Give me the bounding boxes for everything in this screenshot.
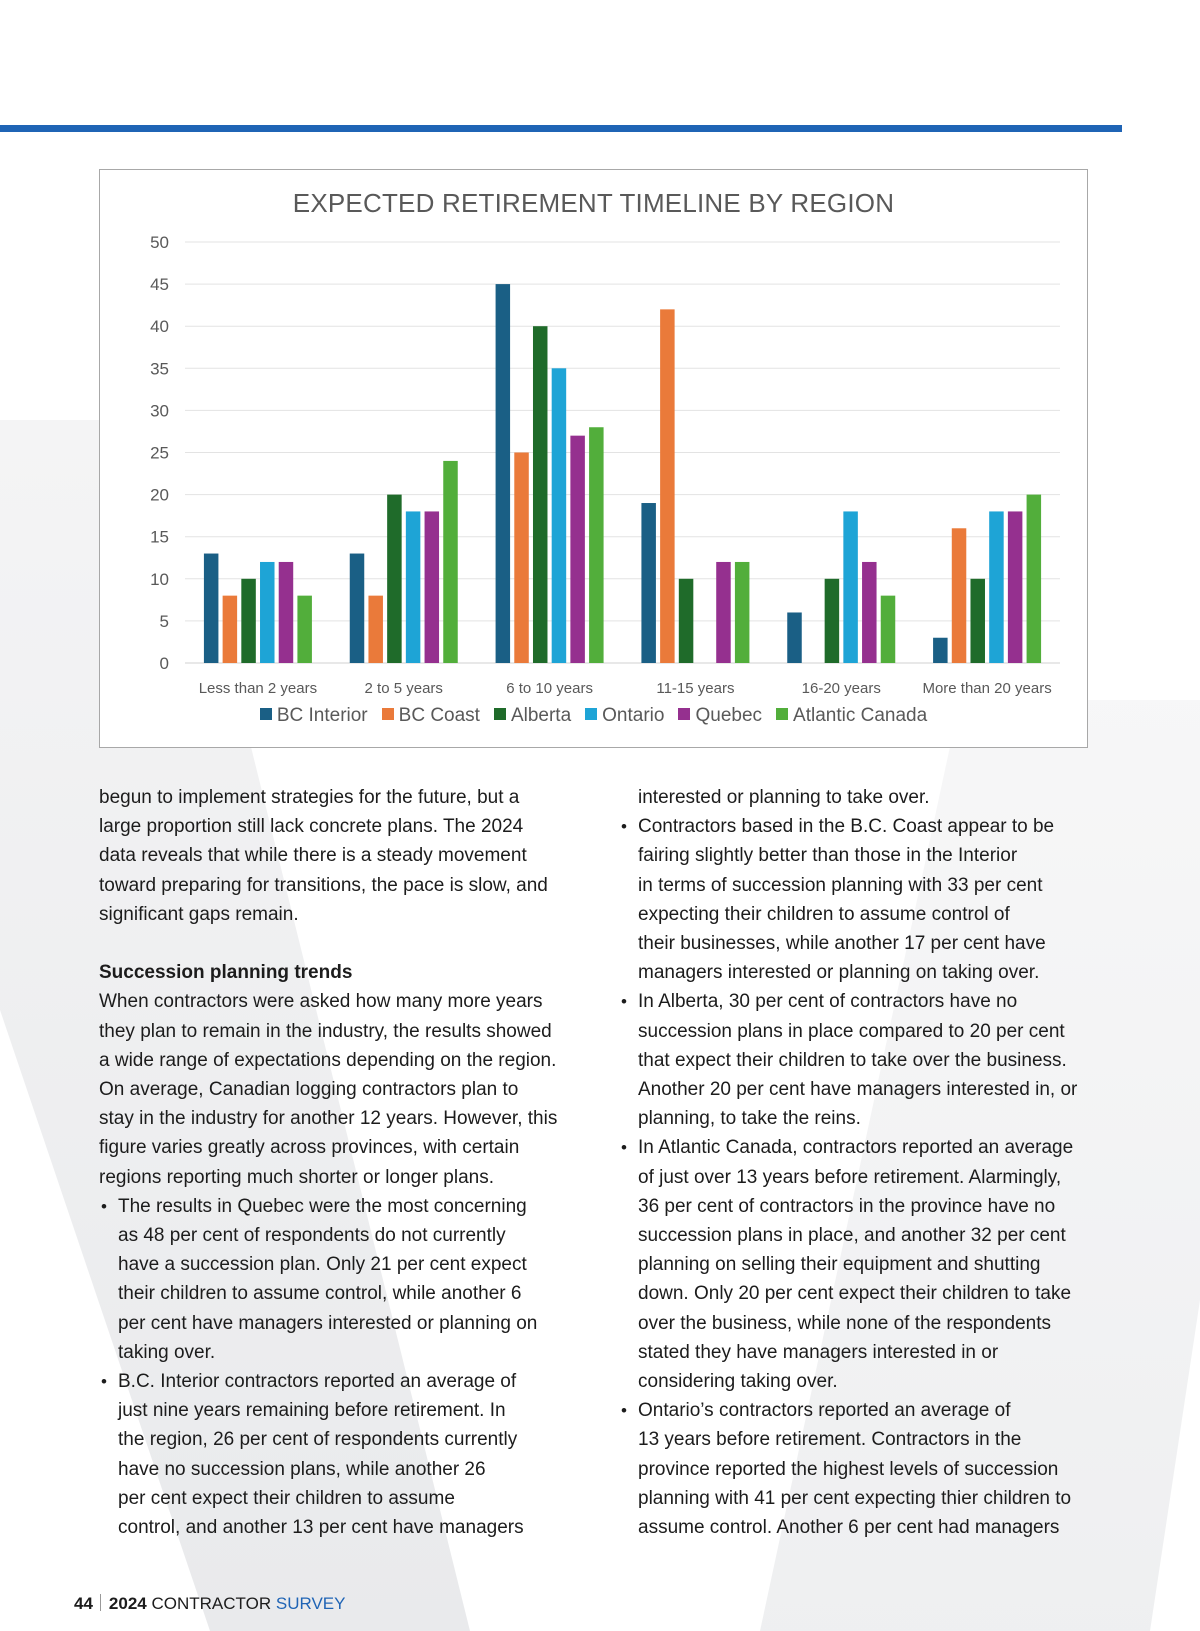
legend-label: Atlantic Canada bbox=[793, 705, 928, 726]
intro-paragraph bbox=[99, 783, 569, 929]
x-tick-label: More than 20 years bbox=[922, 680, 1052, 697]
text-line: interested or planning to take over. bbox=[638, 787, 930, 808]
y-tick-label: 35 bbox=[150, 359, 169, 379]
text-line: of just over 13 years before retirement. Alarmingly, bbox=[638, 1166, 1062, 1188]
legend-label: Quebec bbox=[695, 705, 763, 726]
bar-alberta bbox=[970, 579, 985, 663]
text-line: considering taking over. bbox=[638, 1371, 838, 1393]
legend-item bbox=[494, 705, 571, 727]
text-line: province reported the highest levels of succession bbox=[638, 1458, 1059, 1480]
text-line: planning, to take the reins. bbox=[638, 1108, 861, 1130]
text-line: their children to assume control, while another 6 bbox=[118, 1283, 522, 1305]
bar-quebec bbox=[716, 562, 731, 663]
legend-item bbox=[260, 705, 368, 727]
footer-word-survey: SURVEY bbox=[275, 1594, 346, 1613]
chart-plot bbox=[100, 170, 1089, 749]
bar-bc-interior bbox=[496, 284, 511, 663]
text-line: significant gaps remain. bbox=[99, 903, 299, 925]
text-line: that expect their children to take over the business. bbox=[638, 1049, 1067, 1071]
text-line: • Contractors based in the B.C. Coast appear to be bbox=[638, 816, 1055, 838]
x-tick-label: 2 to 5 years bbox=[364, 680, 443, 697]
bullet-alberta bbox=[619, 987, 1089, 1133]
text-line: in terms of succession planning with 33 per cent bbox=[638, 874, 1043, 896]
bar-alberta bbox=[825, 579, 840, 663]
text-line: have a succession plan. Only 21 per cent expect bbox=[118, 1254, 527, 1276]
chart-legend bbox=[100, 705, 1087, 727]
legend-item bbox=[678, 705, 762, 727]
text-line: the region, 26 per cent of respondents currently bbox=[118, 1429, 518, 1451]
bar-bc-coast bbox=[223, 596, 238, 663]
page-number: 44 bbox=[74, 1594, 93, 1613]
y-tick-label: 30 bbox=[150, 401, 169, 421]
right-column bbox=[619, 783, 1089, 1542]
y-tick-label: 10 bbox=[150, 569, 169, 589]
y-tick-label: 45 bbox=[150, 275, 169, 295]
text-line: large proportion still lack concrete plans. The 2024 bbox=[99, 816, 524, 838]
text-line: begun to implement strategies for the future, but a bbox=[99, 787, 520, 808]
legend-item bbox=[585, 705, 664, 727]
x-tick-label: 6 to 10 years bbox=[506, 680, 593, 697]
bar-alberta bbox=[533, 326, 548, 663]
bullet-atlantic-canada bbox=[619, 1133, 1089, 1396]
text-line: When contractors were asked how many more years bbox=[99, 991, 543, 1013]
bar-quebec bbox=[570, 436, 585, 663]
text-line: succession plans in place, and another 32 per cent bbox=[638, 1225, 1066, 1247]
x-tick-label: Less than 2 years bbox=[198, 680, 318, 697]
legend-swatch bbox=[585, 708, 597, 720]
text-line: managers interested or planning on taking over. bbox=[638, 962, 1040, 984]
y-tick-label: 15 bbox=[150, 527, 169, 547]
text-line: succession plans in place compared to 20 per cent bbox=[638, 1020, 1065, 1042]
text-line: taking over. bbox=[118, 1341, 216, 1363]
text-line: • In Atlantic Canada, contractors reported an average bbox=[638, 1137, 1074, 1159]
text-line: have no succession plans, while another 26 bbox=[118, 1458, 486, 1480]
text-line: toward preparing for transitions, the pace is slow, and bbox=[99, 874, 548, 896]
text-line: regions reporting much shorter or longer plans. bbox=[99, 1166, 494, 1188]
text-line: 13 years before retirement. Contractors in the bbox=[638, 1429, 1022, 1451]
bar-quebec bbox=[862, 562, 877, 663]
legend-item bbox=[776, 705, 927, 727]
footer-divider bbox=[100, 1594, 101, 1611]
text-line: their businesses, while another 17 per cent have bbox=[638, 933, 1046, 955]
text-line: On average, Canadian logging contractors plan to bbox=[99, 1079, 519, 1101]
bar-alberta bbox=[387, 495, 402, 663]
chart-title: EXPECTED RETIREMENT TIMELINE BY REGION bbox=[292, 188, 895, 218]
bar-bc-coast bbox=[952, 528, 967, 663]
footer-word-contractor: CONTRACTOR bbox=[151, 1594, 272, 1613]
bar-ontario bbox=[406, 511, 421, 663]
bar-bc-coast bbox=[660, 309, 675, 663]
y-tick-label: 40 bbox=[150, 317, 169, 337]
legend-label: BC Interior bbox=[276, 705, 368, 726]
text-line: figure varies greatly across provinces, with certain bbox=[99, 1137, 520, 1159]
legend-swatch bbox=[260, 708, 272, 720]
x-tick-label: 11-15 years bbox=[656, 680, 735, 697]
text-line: they plan to remain in the industry, the results showed bbox=[99, 1020, 552, 1042]
bar-bc-interior bbox=[787, 612, 802, 663]
bar-atlantic-canada bbox=[881, 596, 896, 663]
bullet-bc-coast bbox=[619, 812, 1089, 987]
y-tick-label: 50 bbox=[150, 233, 169, 252]
left-column bbox=[99, 783, 569, 1542]
text-line: down. Only 20 per cent expect their children to take bbox=[638, 1283, 1072, 1305]
bar-bc-interior bbox=[933, 638, 948, 663]
text-line: per cent expect their children to assume bbox=[118, 1487, 455, 1509]
top-rule bbox=[0, 125, 1122, 132]
bar-quebec bbox=[279, 562, 294, 663]
text-line: stay in the industry for another 12 years. However, this bbox=[99, 1108, 558, 1130]
bar-atlantic-canada bbox=[589, 427, 604, 663]
legend-swatch bbox=[776, 708, 788, 720]
text-line: • The results in Quebec were the most concerning bbox=[118, 1195, 527, 1217]
x-tick-label: 16-20 years bbox=[801, 680, 881, 697]
legend-label: BC Coast bbox=[398, 705, 480, 726]
text-line: planning on selling their equipment and shutting bbox=[638, 1254, 1041, 1276]
bar-bc-interior bbox=[641, 503, 656, 663]
bar-bc-coast bbox=[514, 453, 529, 664]
section-heading: Succession planning trends bbox=[99, 962, 353, 984]
bar-quebec bbox=[425, 511, 440, 663]
legend-swatch bbox=[382, 708, 394, 720]
bar-bc-coast bbox=[368, 596, 383, 663]
bar-atlantic-canada bbox=[297, 596, 312, 663]
y-tick-label: 0 bbox=[159, 654, 169, 673]
bar-bc-interior bbox=[350, 554, 365, 663]
bar-ontario bbox=[989, 511, 1004, 663]
bar-ontario bbox=[260, 562, 275, 663]
text-line: expecting their children to assume control of bbox=[638, 903, 1010, 925]
bar-bc-interior bbox=[204, 554, 219, 663]
text-line: Another 20 per cent have managers interested in, or bbox=[638, 1079, 1078, 1101]
text-line: stated they have managers interested in or bbox=[638, 1341, 999, 1363]
chart-frame bbox=[99, 169, 1088, 748]
text-line: per cent have managers interested or planning on bbox=[118, 1312, 538, 1334]
y-tick-label: 5 bbox=[159, 611, 169, 631]
bar-quebec bbox=[1008, 511, 1023, 663]
text-line: data reveals that while there is a steady movement bbox=[99, 845, 527, 867]
text-line: • In Alberta, 30 per cent of contractors have no bbox=[638, 991, 1018, 1013]
bullet-bc-interior bbox=[99, 1367, 569, 1542]
legend-label: Ontario bbox=[602, 705, 665, 726]
text-line: as 48 per cent of respondents do not currently bbox=[118, 1225, 506, 1247]
text-line: a wide range of expectations depending on the region. bbox=[99, 1049, 557, 1071]
y-tick-label: 20 bbox=[150, 485, 169, 505]
bullet-quebec bbox=[99, 1192, 569, 1367]
text-line: assume control. Another 6 per cent had managers bbox=[638, 1517, 1060, 1539]
text-line: 36 per cent of contractors in the province have no bbox=[638, 1195, 1056, 1217]
text-line: fairing slightly better than those in the Interior bbox=[638, 845, 1018, 867]
text-line: • Ontario’s contractors reported an average of bbox=[638, 1400, 1011, 1422]
bar-atlantic-canada bbox=[735, 562, 750, 663]
bar-ontario bbox=[552, 368, 567, 663]
legend-swatch bbox=[678, 708, 690, 720]
text-line: control, and another 13 per cent have managers bbox=[118, 1517, 524, 1539]
text-line: over the business, while none of the respondents bbox=[638, 1312, 1051, 1334]
bar-atlantic-canada bbox=[443, 461, 458, 663]
footer-year: 2024 bbox=[108, 1594, 147, 1613]
bar-alberta bbox=[241, 579, 256, 663]
text-line: • B.C. Interior contractors reported an average of bbox=[118, 1371, 517, 1393]
page-footer bbox=[74, 1594, 345, 1614]
bar-atlantic-canada bbox=[1027, 495, 1042, 663]
legend-item bbox=[382, 705, 480, 727]
text-line: planning with 41 per cent expecting thier children to bbox=[638, 1487, 1072, 1509]
y-tick-label: 25 bbox=[150, 443, 169, 463]
bullet-ontario bbox=[619, 1396, 1089, 1542]
text-line: just nine years remaining before retirement. In bbox=[118, 1400, 506, 1422]
legend-swatch bbox=[494, 708, 506, 720]
bar-alberta bbox=[679, 579, 694, 663]
bar-ontario bbox=[843, 511, 858, 663]
legend-label: Alberta bbox=[510, 705, 572, 726]
body-paragraph bbox=[99, 987, 569, 1191]
